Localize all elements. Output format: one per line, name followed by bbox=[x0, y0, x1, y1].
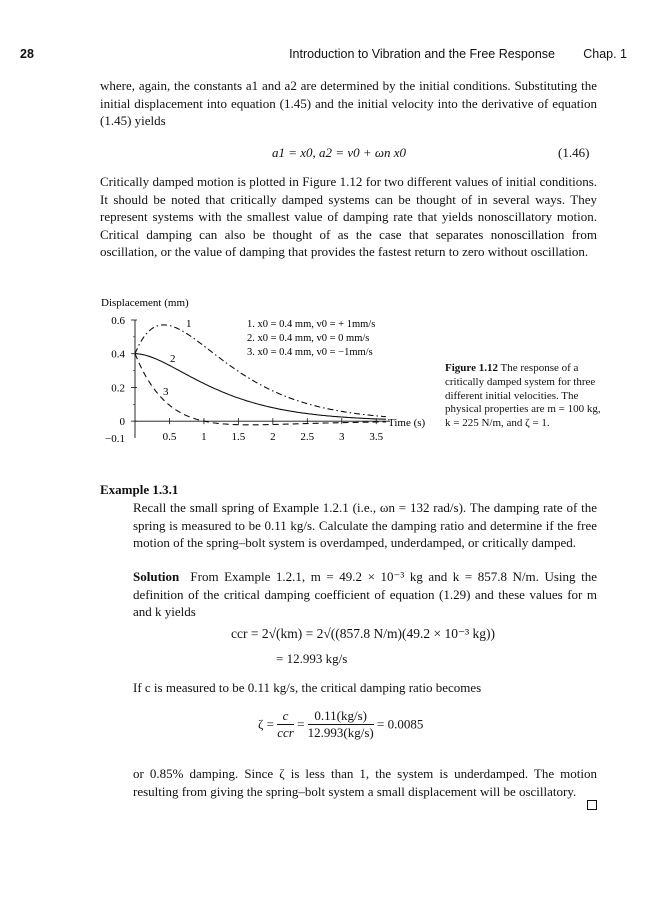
paragraph-damping-ratio: If c is measured to be 0.11 kg/s, the critical damping ratio becomes bbox=[133, 680, 482, 695]
example-problem: Recall the small spring of Example 1.2.1 (i.e., ωn = 132 rad/s). The damping rate of the spring is measured to be 0.11 kg/s. Calculate the damping ratio and determine if the free motion of the spring–bolt system is overdamped, underdamped, or critically damped. bbox=[133, 500, 597, 550]
y-tick-label: 0 bbox=[119, 416, 125, 429]
zeta-result: = 0.0085 bbox=[377, 716, 424, 732]
page-number: 28 bbox=[20, 47, 34, 61]
fraction-c-over-ccr bbox=[277, 708, 294, 741]
paragraph-intro: where, again, the constants a1 and a2 are determined by the initial conditions. Substituting the initial displacement into equation (1.45) and the initial velocity into the derivative of equation (1.45) yields bbox=[100, 78, 597, 128]
solution-text: From Example 1.2.1, m = 49.2 × 10⁻³ kg and k = 857.8 N/m. Using the definition of the critical damping coefficient of equation (1.29) and these values for m and k yields bbox=[133, 569, 597, 619]
fraction-num-2: 0.11(kg/s) bbox=[308, 708, 374, 725]
example-solution bbox=[133, 568, 597, 621]
fraction-den-1: ccr bbox=[277, 725, 294, 740]
figure-caption-label: Figure 1.12 bbox=[445, 362, 498, 374]
figure-caption-text: The response of a critically damped system for three different initial velocities. The physical properties are m = 100 kg, k = 225 N/m, and ζ = 1. bbox=[445, 362, 601, 430]
legend-entry-1: 1. x0 = 0.4 mm, v0 = + 1mm/s bbox=[247, 319, 376, 330]
equation-1-46: a1 = x0, a2 = v0 + ωn x0 bbox=[272, 145, 407, 160]
x-tick-label: 0.5 bbox=[162, 431, 177, 443]
curve-series-2 bbox=[135, 354, 386, 420]
paragraph-conclusion: or 0.85% damping. Since ζ is less than 1, the system is underdamped. The motion resulting from giving the spring–bolt system a small displacement will be oscillatory. bbox=[133, 766, 597, 799]
figure-caption bbox=[445, 362, 605, 431]
equation-ccr-result: = 12.993 kg/s bbox=[276, 651, 348, 666]
y-tick-label: 0.2 bbox=[111, 382, 125, 395]
x-tick-label: 3.5 bbox=[369, 431, 384, 443]
running-header bbox=[20, 47, 627, 65]
equation-ccr: ccr = 2√(km) = 2√((857.8 N/m)(49.2 × 10⁻³ kg)) bbox=[231, 626, 496, 641]
solution-label: Solution bbox=[133, 569, 180, 584]
header-chapter: Chap. 1 bbox=[583, 47, 627, 61]
curve-label-2: 2 bbox=[170, 353, 176, 365]
equation-1-46-number: (1.46) bbox=[558, 145, 590, 160]
fraction-den-2: 12.993(kg/s) bbox=[307, 725, 374, 740]
zeta-equals: = bbox=[297, 716, 305, 732]
header-title: Introduction to Vibration and the Free Response bbox=[289, 47, 555, 61]
end-of-example-box bbox=[587, 800, 597, 810]
example-heading: Example 1.3.1 bbox=[100, 482, 179, 497]
x-tick-label: 2.5 bbox=[300, 431, 315, 443]
curve-series-3 bbox=[135, 354, 386, 425]
y-tick-label: −0.1 bbox=[105, 433, 125, 445]
curve-label-1: 1 bbox=[186, 318, 192, 330]
curve-series-1 bbox=[135, 325, 386, 417]
x-tick-label: 3 bbox=[339, 431, 345, 443]
fraction-values bbox=[308, 708, 374, 741]
x-tick-label: 1 bbox=[201, 431, 207, 443]
chart-ylabel: Displacement (mm) bbox=[101, 297, 189, 309]
curve-label-3: 3 bbox=[163, 386, 169, 398]
x-tick-label: 1.5 bbox=[231, 431, 246, 443]
zeta-lhs: ζ = bbox=[258, 716, 274, 732]
y-tick-label: 0.4 bbox=[111, 348, 125, 361]
x-tick-label: 2 bbox=[270, 431, 276, 443]
chart-xlabel: Time (s) bbox=[388, 417, 426, 429]
equation-zeta bbox=[258, 708, 423, 741]
fraction-num-1: c bbox=[277, 708, 294, 725]
legend-entry-3: 3. x0 = 0.4 mm, v0 = −1mm/s bbox=[247, 347, 373, 358]
paragraph-critical-damping: Critically damped motion is plotted in Figure 1.12 for two different values of initial conditions. It should be noted that critically damped systems can be thought of in several ways. They represent systems with the smallest value of damping rate that yields nonoscillatory motion. Critical damping can also be thought of as the case that separates nonoscillation from oscillation, or the value of damping that provides the fastest return to zero without oscillation. bbox=[100, 174, 597, 259]
y-tick-label: 0.6 bbox=[111, 315, 125, 327]
legend-entry-2: 2. x0 = 0.4 mm, v0 = 0 mm/s bbox=[247, 333, 370, 344]
